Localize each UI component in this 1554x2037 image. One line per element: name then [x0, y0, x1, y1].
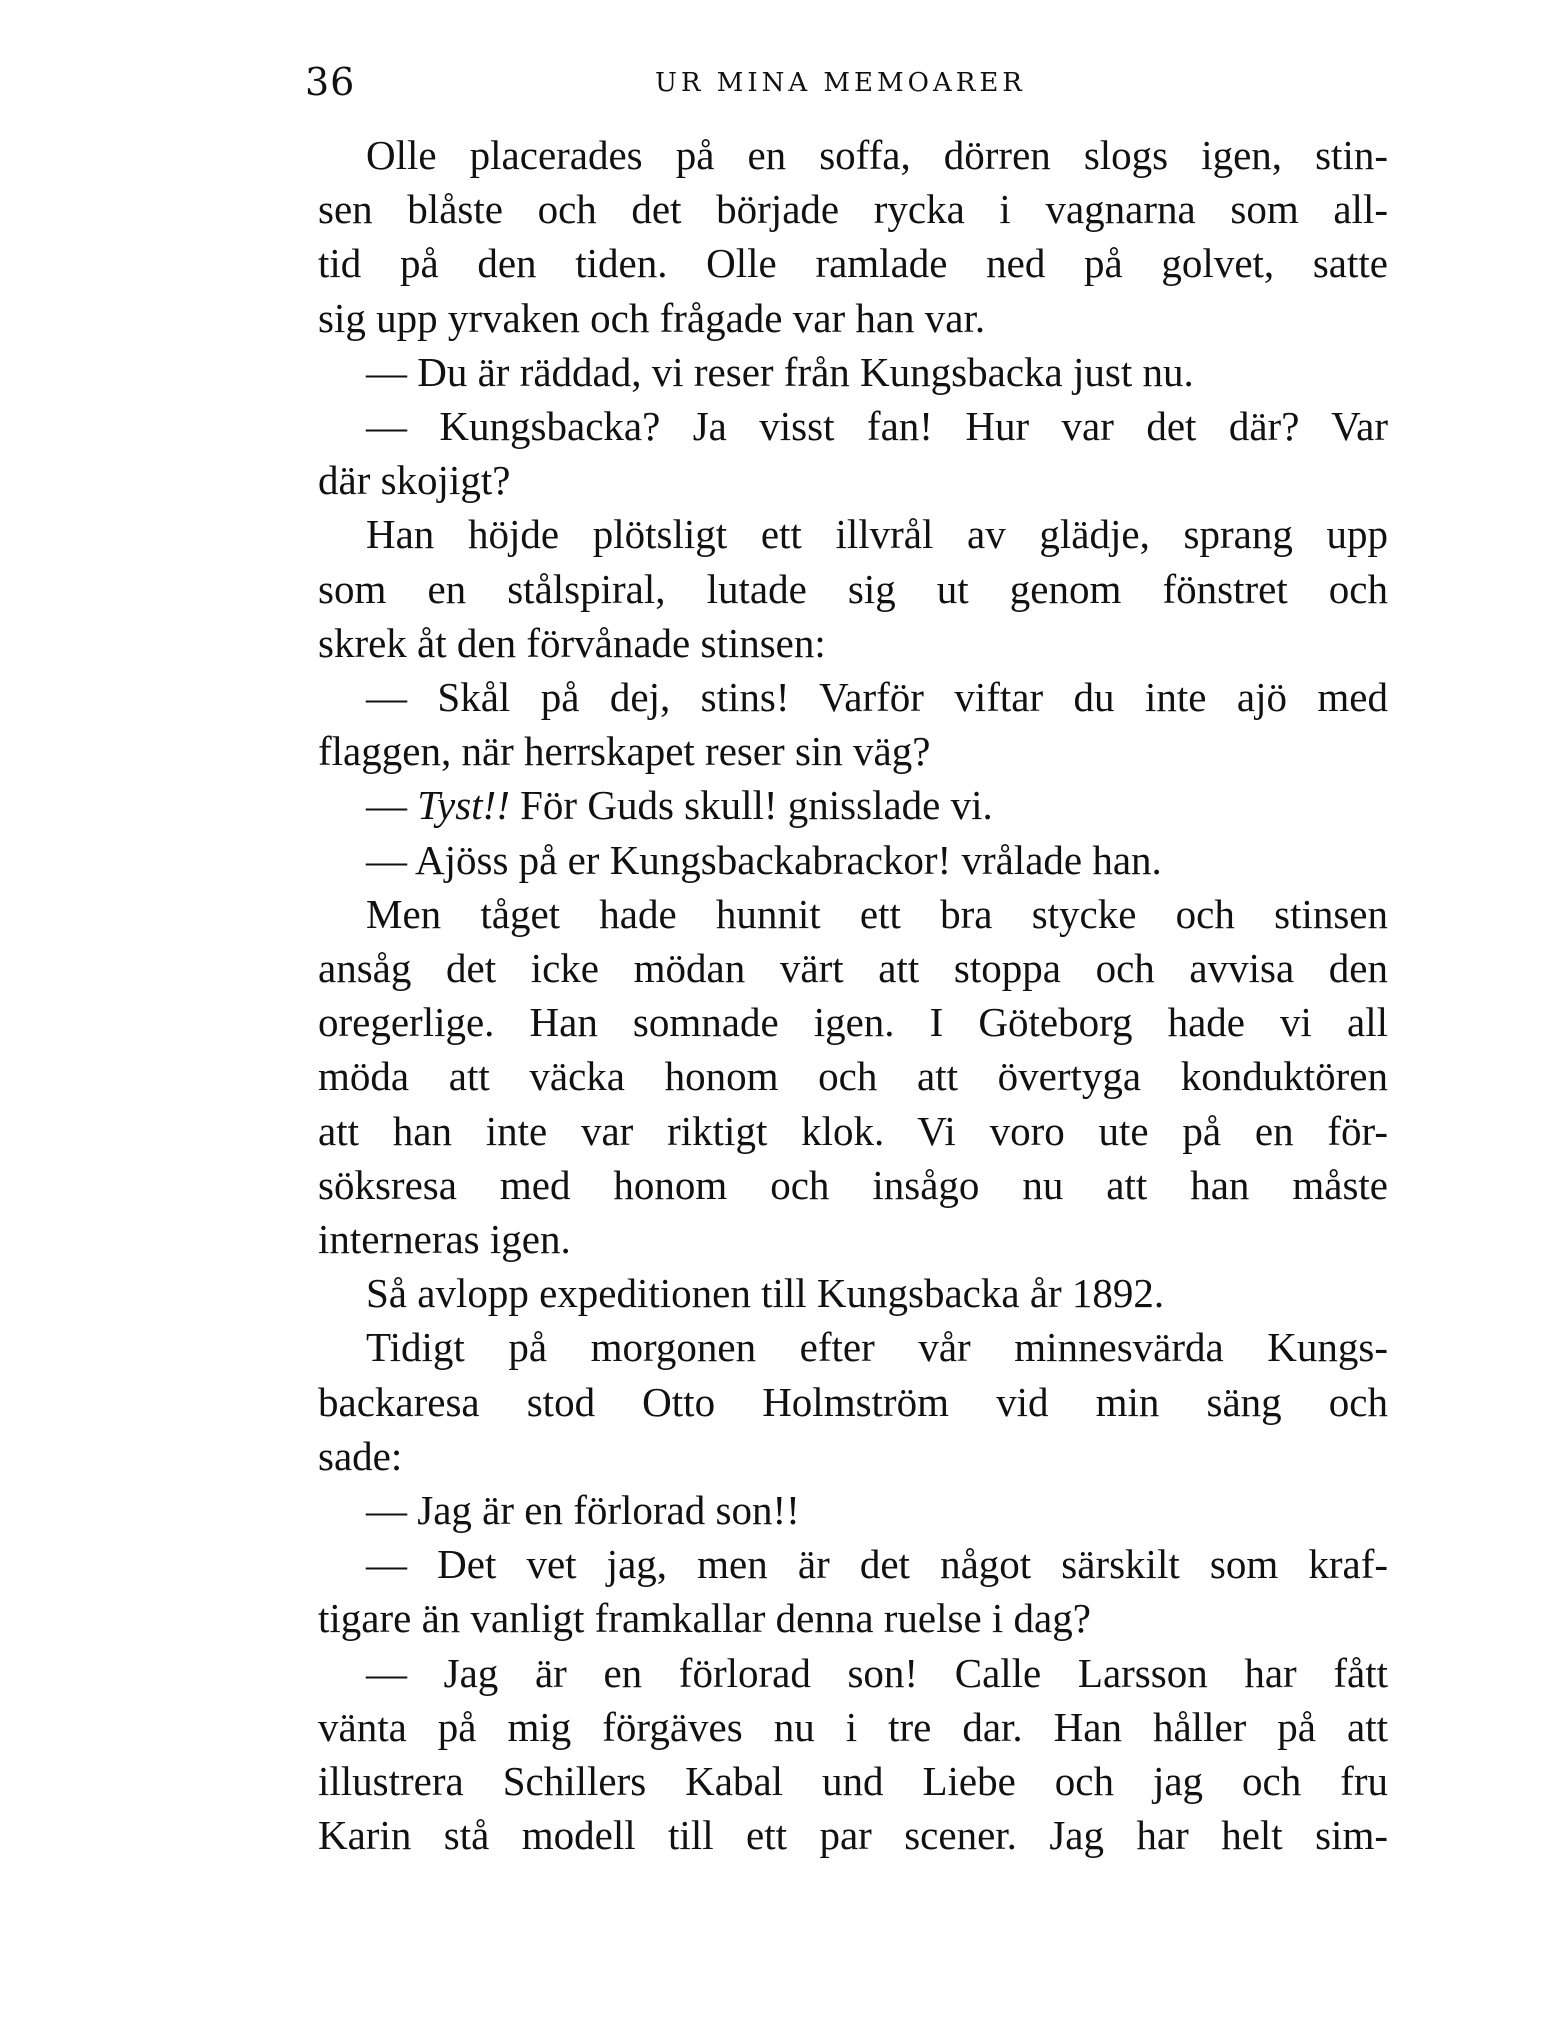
- body-text: [318, 128, 1388, 1863]
- text-line: sig upp yrvaken och frågade var han var.: [318, 294, 986, 341]
- text-line: interneras igen.: [318, 1216, 571, 1263]
- text-line: som en stålspiral, lutade sig ut genom fönstret och: [318, 565, 1388, 612]
- text-line: möda att väcka honom och att övertyga konduktören: [318, 1053, 1388, 1100]
- paragraph: [318, 399, 1388, 507]
- text-line: skrek åt den förvånade stinsen:: [318, 619, 826, 666]
- page-number: 36: [305, 60, 356, 104]
- paragraph: [318, 507, 1388, 670]
- text-line: — Skål på dej, stins! Varför viftar du inte ajö med: [366, 674, 1388, 721]
- paragraph: [318, 1537, 1388, 1645]
- text-line: oregerlige. Han somnade igen. I Göteborg hade vi all: [318, 999, 1388, 1046]
- text-line: ansåg det icke mödan värt att stoppa och avvisa den: [318, 945, 1388, 992]
- text-line: söksresa med honom och insågo nu att han måste: [318, 1161, 1388, 1208]
- text-line: Han höjde plötsligt ett illvrål av glädje, sprang upp: [366, 511, 1388, 558]
- paragraph: [318, 128, 1388, 345]
- paragraph: [318, 1266, 1388, 1320]
- text-line: flaggen, när herrskapet reser sin väg?: [318, 728, 931, 775]
- text-line: Så avlopp expeditionen till Kungsbacka år 1892.: [366, 1270, 1165, 1317]
- text-line: Tidigt på morgonen efter vår minnesvärda Kungs-: [366, 1324, 1388, 1371]
- paragraph: [318, 1483, 1388, 1537]
- text-line: Karin stå modell till ett par scener. Jag har helt sim-: [318, 1812, 1388, 1859]
- text-line: Olle placerades på en soffa, dörren slogs igen, stin-: [366, 132, 1388, 178]
- text-line: — Kungsbacka? Ja visst fan! Hur var det där? Var: [366, 403, 1388, 450]
- text-line: illustrera Schillers Kabal und Liebe och jag och fru: [318, 1758, 1388, 1805]
- text-line: — Jag är en förlorad son!!: [366, 1487, 800, 1534]
- text-line: tigare än vanligt framkallar denna ruelse i dag?: [318, 1595, 1091, 1642]
- paragraph: [318, 887, 1388, 1266]
- emphasis: Tyst!!: [417, 782, 510, 829]
- text-line: — Jag är en förlorad son! Calle Larsson har fått: [366, 1649, 1388, 1696]
- paragraph: [318, 1320, 1388, 1483]
- text-line: — Du är räddad, vi reser från Kungsbacka just nu.: [366, 348, 1194, 395]
- paragraph: [318, 833, 1388, 887]
- text-line: sen blåste och det började rycka i vagnarna som all-: [318, 186, 1388, 233]
- text-line: vänta på mig förgäves nu i tre dar. Han håller på att: [318, 1703, 1388, 1750]
- running-title: UR MINA MEMOARER: [655, 68, 1026, 98]
- text-line: att han inte var riktigt klok. Vi voro ute på en för-: [318, 1107, 1388, 1154]
- paragraph: [318, 1646, 1388, 1863]
- text-line: tid på den tiden. Olle ramlade ned på golvet, satte: [318, 240, 1388, 287]
- text-line: Men tåget hade hunnit ett bra stycke och stinsen: [366, 890, 1388, 937]
- running-head: [305, 56, 1385, 116]
- text-line: — Det vet jag, men är det något särskilt som kraf-: [366, 1541, 1388, 1588]
- text-line: sade:: [318, 1432, 403, 1479]
- text-line: där skojigt?: [318, 457, 511, 504]
- paragraph: [318, 670, 1388, 778]
- dash: —: [366, 782, 418, 829]
- text-line: — Ajöss på er Kungsbackabrackor! vrålade han.: [366, 836, 1162, 883]
- text-line: backaresa stod Otto Holmström vid min säng och: [318, 1378, 1388, 1425]
- text-run: För Guds skull! gnisslade vi.: [509, 782, 993, 829]
- paragraph: [318, 778, 1388, 832]
- paragraph: [318, 345, 1388, 399]
- text-line: [318, 778, 1388, 832]
